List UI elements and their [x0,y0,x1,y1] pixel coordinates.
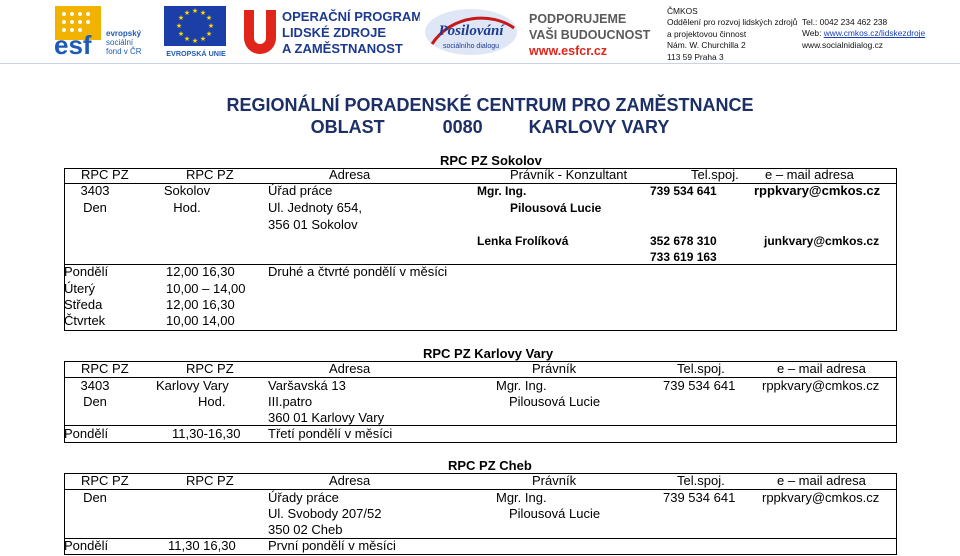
svg-text:★: ★ [177,14,185,22]
schedule-hours: 10,00 14,00 [166,313,235,328]
schedule-day: Čtvrtek [64,313,106,328]
header-cell: Adresa [329,167,371,182]
schedule-hours: 11,30-16,30 [172,426,241,441]
schedule-hours: 12,00 16,30 [166,297,235,312]
contact-line: ČMKOS [667,6,698,16]
eu-flag-logo [158,4,234,58]
schedule-hours: 10,00 – 14,00 [166,281,246,296]
web-link[interactable]: www.cmkos.cz/lidskezdroje [823,28,926,39]
svg-text:Posilování: Posilování [438,23,504,39]
page-title: REGIONÁLNÍ PORADENSKÉ CENTRUM PRO ZAMĚSTNANCE [226,95,754,115]
header-cell: Právník - Konzultant [510,167,628,182]
header-cell: Adresa [329,361,371,376]
table-row [64,490,896,538]
header-cell: e – mail adresa [777,473,866,488]
divider [64,442,896,443]
svg-text:A ZAMĚSTNANOST: A ZAMĚSTNANOST [282,41,403,56]
svg-text:★: ★ [175,22,183,30]
schedule-note: První pondělí v měsíci [268,538,396,553]
web-prefix: Web: [802,28,824,39]
header-cell: RPC PZ [81,167,129,182]
svg-text:www.esfcr.cz: www.esfcr.cz [529,44,608,58]
cell-code: 3403 [80,183,110,198]
cell-address: Varšavská 13 [268,378,346,393]
esf-logo [52,4,152,58]
cell-email[interactable]: rppkvary@cmkos.cz [762,490,880,505]
cell-lawyer: Pilousová Lucie [510,201,602,215]
subtitle-code: 0080 [442,117,483,137]
header-cell: RPC PZ [186,361,234,376]
svg-text:★: ★ [183,35,191,43]
cell-address: Ul. Jednoty 654, [268,200,362,215]
cell-address: Úřady práce [268,490,339,505]
schedule-hours: 11,30 16,30 [168,538,236,553]
svg-text:★: ★ [207,22,215,30]
svg-text:★: ★ [205,30,213,38]
header-cell: Právník [532,473,577,488]
svg-text:★: ★ [199,35,207,43]
cell-address: 350 02 Cheb [268,522,343,537]
svg-text:LIDSKÉ ZDROJE: LIDSKÉ ZDROJE [282,25,387,40]
schedule-hours: 12,00 16,30 [166,264,235,279]
cell-address: Úřad práce [268,183,333,198]
schedule-note: Třetí pondělí v měsíci [268,426,393,441]
cell-city: Sokolov [163,183,211,198]
svg-text:esf: esf [54,30,92,58]
header-cell: Tel.spoj. [677,361,725,376]
header-cell: RPC PZ [186,167,234,182]
svg-text:★: ★ [199,9,207,17]
cell-phone-2: 352 678 310 [650,234,717,248]
cell-lawyer: Mgr. Ing. [477,184,527,198]
cell-phone-3: 733 619 163 [650,250,717,264]
cell-lawyer: Pilousová Lucie [509,394,601,409]
svg-text:PODPORUJEME: PODPORUJEME [529,12,627,26]
svg-text:EVROPSKÁ UNIE: EVROPSKÁ UNIE [166,49,226,58]
cell-lawyer: Mgr. Ing. [496,378,547,393]
page-subtitle [0,117,960,138]
contact-web-line [802,28,925,39]
contact-phone: Tel.: 0042 234 462 238 [802,17,888,27]
svg-text:★: ★ [183,9,191,17]
op-lzz-logo [240,4,420,58]
divider [64,330,896,331]
contact-address [667,6,797,63]
svg-text:★: ★ [205,14,213,22]
header-cell: Právník [532,361,577,376]
svg-text:★: ★ [177,30,185,38]
svg-text:VAŠI BUDOUCNOST: VAŠI BUDOUCNOST [529,28,651,42]
cell-den: Den [83,394,107,409]
cell-phone: 739 534 641 [663,378,736,393]
schedule-day: Pondělí [64,426,109,441]
section-title-sokolov: RPC PZ Sokolov [440,153,542,168]
svg-text:OPERAČNÍ PROGRAM: OPERAČNÍ PROGRAM [282,9,420,24]
cell-address: 356 01 Sokolov [268,217,358,232]
svg-text:fond v ČR: fond v ČR [106,47,142,56]
schedule-day: Pondělí [64,264,109,279]
cell-email[interactable]: rppkvary@cmkos.cz [754,183,881,198]
header-banner [0,0,960,64]
table-row [64,183,896,263]
header-cell: RPC PZ [81,361,129,376]
subtitle-oblast: OBLAST [310,117,385,137]
posilovani-logo [422,4,520,58]
section-title-cheb: RPC PZ Cheb [448,458,532,473]
contact-line: Oddělení pro rozvoj lidských zdrojů [667,17,798,28]
svg-text:★: ★ [191,7,199,15]
cell-email-2[interactable]: junkvary@cmkos.cz [764,234,880,248]
cell-phone: 739 534 641 [663,490,736,505]
section-title-karlovy-vary: RPC PZ Karlovy Vary [423,346,554,361]
cell-lawyer: Pilousová Lucie [509,506,601,521]
divider [896,168,897,331]
cell-address: Ul. Svobody 207/52 [268,506,382,521]
header-cell: e – mail adresa [765,167,854,182]
header-cell: Adresa [329,473,371,488]
header-cell: e – mail adresa [777,361,866,376]
cell-phone: 739 534 641 [650,184,717,198]
cell-hod: Hod. [198,394,226,409]
schedule-day: Středa [64,297,103,312]
schedule-day: Pondělí [64,538,109,553]
cell-city: Karlovy Vary [156,378,229,393]
cell-den: Den [83,490,107,505]
podporujeme-logo [525,4,665,58]
cell-address: III.patro [268,394,313,409]
svg-text:★: ★ [191,37,199,45]
svg-text:sociální: sociální [106,38,134,47]
cell-hod: Hod. [173,200,201,215]
table-row [64,378,896,426]
divider [896,361,897,443]
cell-code: 3403 [80,378,110,393]
header-cell: RPC PZ [81,473,129,488]
cell-lawyer-2: Lenka Frolíková [477,234,569,248]
web-link-2[interactable]: www.socialnidialog.cz [802,39,883,50]
contact-line: 113 59 Praha 3 [667,51,724,62]
cell-address: 360 01 Karlovy Vary [268,410,385,425]
contact-line: Nám. W. Churchilla 2 [667,40,746,51]
contact-line: a projektovou činnost [667,28,747,39]
header-cell: Tel.spoj. [691,167,739,182]
cell-lawyer: Mgr. Ing. [496,490,547,505]
subtitle-region: KARLOVY VARY [528,117,670,137]
header-cell: Tel.spoj. [677,473,725,488]
svg-text:sociálního dialogu: sociálního dialogu [442,43,500,50]
svg-text:evropský: evropský [106,29,142,38]
divider [64,554,896,555]
contact-web [802,17,925,51]
schedule-day: Úterý [64,281,96,296]
header-cell: RPC PZ [186,473,234,488]
divider [896,473,897,555]
cell-email[interactable]: rppkvary@cmkos.cz [762,378,880,393]
cell-den: Den [83,200,107,215]
schedule-note: Druhé a čtvrté pondělí v měsíci [268,264,448,279]
